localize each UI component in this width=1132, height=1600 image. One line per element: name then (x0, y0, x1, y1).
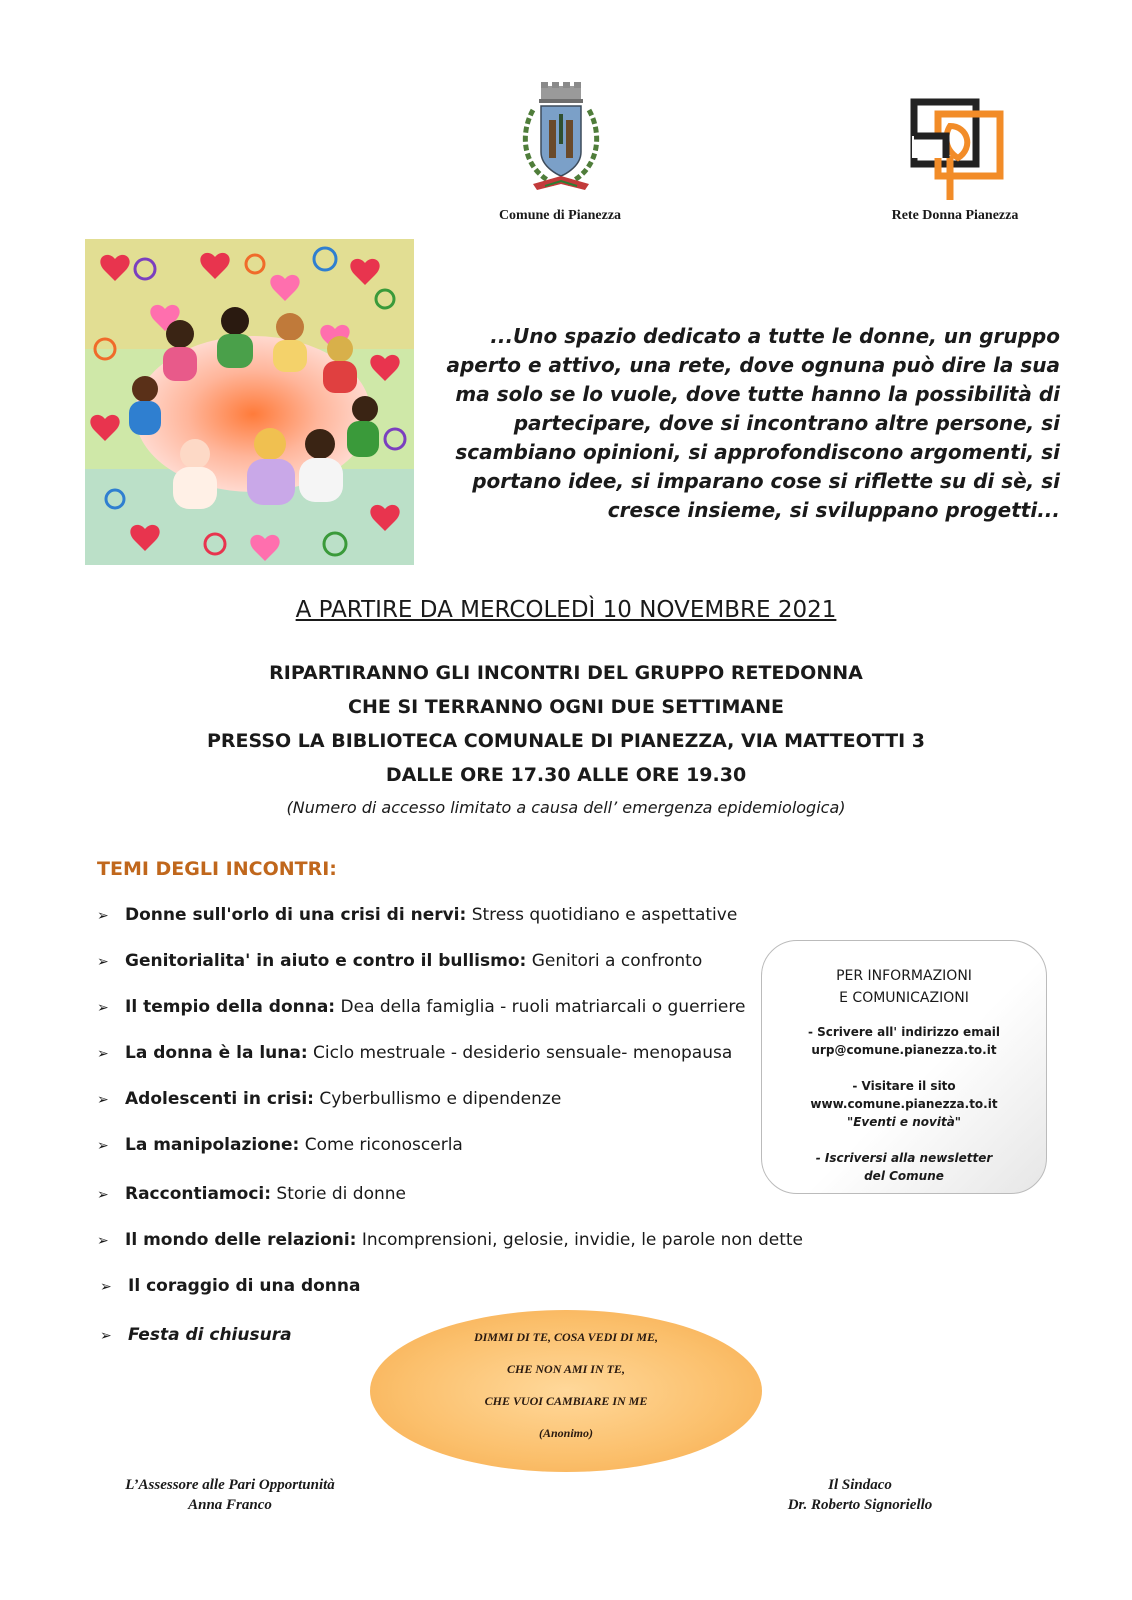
topic-item: ➢ Il tempio della donna: Dea della famiglia - ruoli matriarcali o guerriere (97, 997, 746, 1017)
announcement-line: PRESSO LA BIBLIOTECA COMUNALE DI PIANEZZA, VIA MATTEOTTI 3 (206, 730, 925, 752)
announcement-line: DALLE ORE 17.30 ALLE ORE 19.30 (385, 764, 747, 786)
poem-ellipse (370, 1310, 762, 1472)
info-heading: PER INFORMAZIONI E COMUNICAZIONI (836, 968, 972, 1006)
poem-line: CHE NON AMI IN TE, (507, 1362, 625, 1376)
info-box (761, 940, 1047, 1194)
assessore-signature: L’Assessore alle Pari Opportunità Anna Franco (125, 1477, 335, 1513)
topic-item: ➢ Festa di chiusura (100, 1325, 292, 1345)
arrow-bullet-icon: ➢ (97, 1092, 109, 1108)
sindaco-signature: Il Sindaco Dr. Roberto Signoriello (787, 1477, 933, 1513)
poem-line: CHE VUOI CAMBIARE IN ME (484, 1394, 648, 1408)
info-email: - Scrivere all' indirizzo email urp@comune.pianezza.to.it (762, 1023, 1046, 1059)
women-circle-illustration (85, 239, 414, 565)
topic-item: ➢ Adolescenti in crisi: Cyberbullismo e dipendenze (97, 1089, 562, 1109)
announcement-line: RIPARTIRANNO GLI INCONTRI DEL GRUPPO RETEDONNA (269, 662, 863, 684)
announcement-line: CHE SI TERRANNO OGNI DUE SETTIMANE (348, 696, 784, 718)
rete-donna-caption: Rete Donna Pianezza (891, 208, 1019, 223)
coat-of-arms-icon (515, 80, 607, 200)
start-date-headline: A PARTIRE DA MERCOLEDÌ 10 NOVEMBRE 2021 (295, 597, 837, 623)
email-link[interactable]: urp@comune.pianezza.to.it (811, 1043, 997, 1057)
comune-logo (515, 80, 607, 200)
arrow-bullet-icon: ➢ (97, 954, 109, 970)
topic-item: ➢ Il coraggio di una donna (100, 1276, 361, 1296)
topic-item: ➢ Raccontiamoci: Storie di donne (97, 1184, 406, 1204)
topics-title: TEMI DEGLI INCONTRI: (97, 858, 337, 880)
topic-item: ➢ La manipolazione: Come riconoscerla (97, 1135, 463, 1155)
arrow-bullet-icon: ➢ (97, 1000, 109, 1016)
access-note: (Numero di accesso limitato a causa dell’ emergenza epidemiologica) (286, 798, 846, 817)
comune-caption: Comune di Pianezza (498, 208, 622, 223)
arrow-bullet-icon: ➢ (97, 908, 109, 924)
poem-author: (Anonimo) (538, 1426, 593, 1440)
info-newsletter: - Iscriversi alla newsletter del Comune (815, 1151, 993, 1183)
topic-item: ➢ Il mondo delle relazioni: Incomprensioni, gelosie, invidie, le parole non dette (97, 1230, 803, 1250)
rete-donna-icon (908, 96, 1008, 202)
arrow-bullet-icon: ➢ (100, 1328, 112, 1344)
arrow-bullet-icon: ➢ (97, 1046, 109, 1062)
arrow-bullet-icon: ➢ (97, 1187, 109, 1203)
poem-line: DIMMI DI TE, COSA VEDI DI ME, (473, 1330, 659, 1344)
topic-item: ➢ Genitorialita' in aiuto e contro il bullismo: Genitori a confronto (97, 951, 703, 971)
info-site: - Visitare il sito www.comune.pianezza.to.it "Eventi e novità" (762, 1077, 1046, 1131)
arrow-bullet-icon: ➢ (100, 1279, 112, 1295)
announcement (0, 656, 1132, 792)
illustration-image (85, 239, 414, 565)
intro-quote: ...Uno spazio dedicato a tutte le donne, un gruppo aperto e attivo, una rete, dove ognuna può dire la sua ma solo se lo vuole, dove tutte hanno la possibilità di partecipare, dove si incontrano altre persone, si scambiano opinioni, si approfondiscono argomenti, si portano idee, si imparano cose si riflette su di sè, si cresce insieme, si sviluppano progetti... (446, 324, 1060, 522)
topic-item: ➢ Donne sull'orlo di una crisi di nervi: Stress quotidiano e aspettative (97, 905, 738, 925)
arrow-bullet-icon: ➢ (97, 1138, 109, 1154)
site-link[interactable]: - Visitare il sito www.comune.pianezza.to.it (810, 1079, 998, 1111)
topic-item: ➢ La donna è la luna: Ciclo mestruale - desiderio sensuale- menopausa (97, 1043, 733, 1063)
arrow-bullet-icon: ➢ (97, 1233, 109, 1249)
rete-donna-logo (908, 96, 1008, 202)
